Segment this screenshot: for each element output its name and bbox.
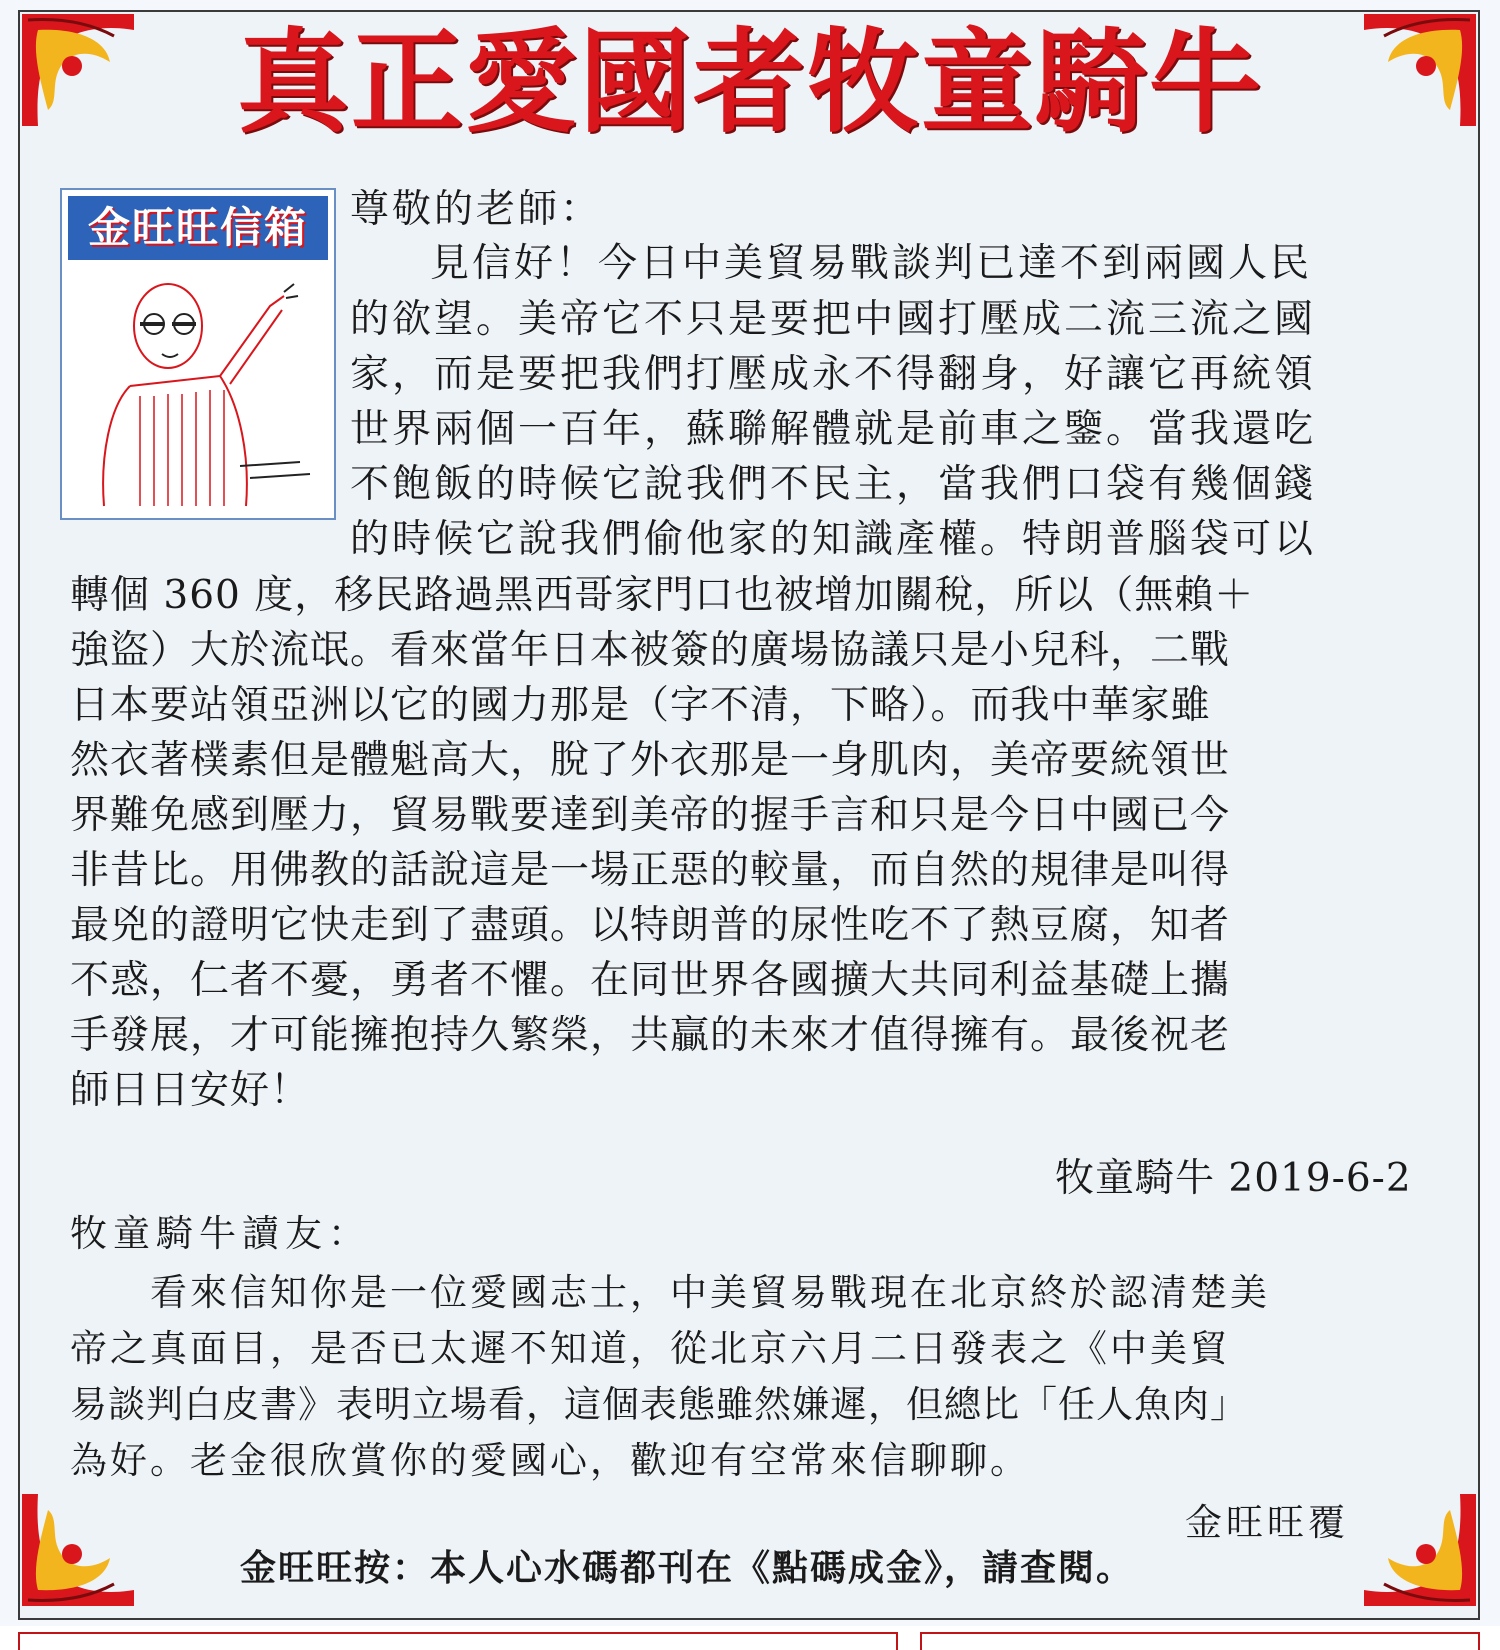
letter-salutation: 尊敬的老師： [350, 187, 603, 232]
letter-signature: 牧童騎牛 2019-6-2 [1055, 1156, 1412, 1201]
letter-line: 的欲望。美帝它不只是要把中國打壓成二流三流之國 [350, 297, 1317, 342]
letter-line: 的時候它說我們偷他家的知識產權。特朗普腦袋可以 [350, 517, 1317, 562]
next-article-border [920, 1632, 1480, 1650]
letter-line: 師日日安好！ [70, 1068, 311, 1113]
next-article-border [18, 1632, 898, 1650]
letter-line: 世界兩個一百年，蘇聯解體就是前車之鑒。當我還吃 [350, 407, 1317, 452]
reply-line: 看來信知你是一位愛國志士，中美貿易戰現在北京終於認清楚美 [150, 1271, 1270, 1314]
column-title: 金旺旺信箱 [68, 196, 328, 260]
reply-salutation: 牧童騎牛讀友： [70, 1212, 371, 1255]
column-logo [60, 188, 336, 520]
corner-ornament-icon [1360, 10, 1480, 130]
letter-line: 然衣著樸素但是體魁高大，脫了外衣那是一身肌肉，美帝要統領世 [70, 738, 1231, 783]
corner-ornament-icon [1360, 1490, 1480, 1610]
man-pointing-illustration-icon [70, 266, 326, 512]
headline: 真正愛國者牧童騎牛 [237, 18, 1263, 148]
reply-signature: 金旺旺覆 [1185, 1501, 1349, 1544]
letter-line: 最兇的證明它快走到了盡頭。以特朗普的尿性吃不了熱豆腐，知者 [70, 903, 1231, 948]
corner-ornament-icon [18, 10, 138, 130]
letter-line: 界難免感到壓力，貿易戰要達到美帝的握手言和只是今日中國已今 [70, 793, 1231, 838]
letter-line: 不飽飯的時候它說我們不民主，當我們口袋有幾個錢 [350, 462, 1317, 507]
letter-line: 日本要站領亞洲以它的國力那是（字不清，下略）。而我中華家雖 [70, 683, 1211, 728]
letter-line: 手發展，才可能擁抱持久繁榮，共贏的未來才值得擁有。最後祝老 [70, 1013, 1231, 1058]
letter-line: 強盜）大於流氓。看來當年日本被簽的廣場協議只是小兒科，二戰 [70, 628, 1231, 673]
reply-line: 易談判白皮書》表明立場看，這個表態雖然嫌遲，但總比「任人魚肉」 [70, 1383, 1248, 1426]
letter-line: 轉個 360 度，移民路過黑西哥家門口也被增加關稅，所以（無賴＋ [70, 573, 1255, 618]
letter-line: 不惑，仁者不憂，勇者不懼。在同世界各國擴大共同利益基礎上攜 [70, 958, 1231, 1003]
reply-line: 為好。老金很欣賞你的愛國心，歡迎有空常來信聊聊。 [70, 1439, 1030, 1482]
letter-line: 非昔比。用佛教的話說這是一場正惡的較量，而自然的規律是叫得 [70, 848, 1231, 893]
letter-line: 見信好！今日中美貿易戰談判已達不到兩國人民 [430, 241, 1313, 286]
letter-line: 家，而是要把我們打壓成永不得翻身，好讓它再統領 [350, 352, 1317, 397]
corner-ornament-icon [18, 1490, 138, 1610]
footer-note: 金旺旺按：本人心水碼都刊在《點碼成金》，請查閱。 [240, 1548, 1135, 1589]
reply-line: 帝之真面目，是否已太遲不知道，從北京六月二日發表之《中美貿 [70, 1327, 1230, 1370]
